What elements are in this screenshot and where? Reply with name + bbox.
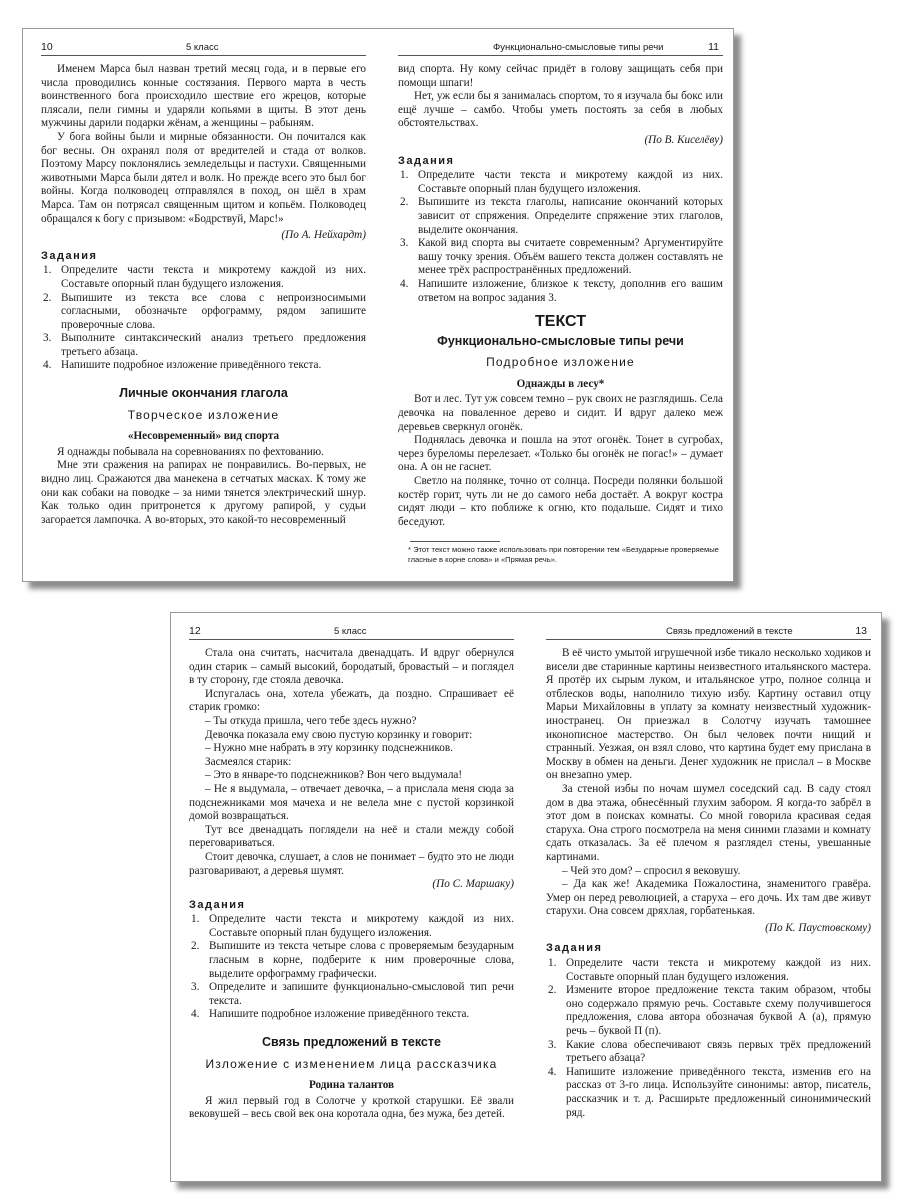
big-section-title: ТЕКСТ <box>535 313 586 331</box>
section-title: Функционально-смысловые типы речи <box>437 333 684 348</box>
paragraph: Именем Марса был назван третий месяц года, и в первые его числа проводились конные состязания. Первого марта в честь воинственного бога происходило шествие его жрецов, которые плясали, пели гимны и ударяли копьями в щиты. В этот день мужчины дарили подарки жёнам, а женщины – рабыням. <box>41 63 366 130</box>
task-item: 3. Выполните синтаксический анализ третьего предложения третьего абзаца. <box>43 332 366 358</box>
paragraph: Стоит девочка, слушает, а слов не понимает – будто это не люди разговаривают, а деревья шумят. <box>189 850 514 877</box>
source-attribution: (По В. Киселёву) <box>644 133 723 146</box>
paragraph: Я жил первый год в Солотче у кроткой старушки. Её звали вековушей – весь свой век она коротала одна, без мужа, без детей. <box>189 1094 514 1121</box>
header-title: Функционально-смысловые типы речи <box>493 42 664 53</box>
paragraph: Стала она считать, насчитала двенадцать. И вдруг обернулся один старик – самый высокий, бородатый, бровастый – и поглядел в ту сторону, где стояла девочка. <box>189 647 514 687</box>
paragraph: – Нужно мне набрать в эту корзинку подснежников. <box>205 742 453 755</box>
tasks-list <box>546 957 871 1120</box>
page-body <box>41 63 366 527</box>
running-header <box>398 41 723 56</box>
source-attribution: (По А. Нейхардт) <box>281 229 366 242</box>
paragraph: Поднялась девочка и пошла на этот огонёк. Тонет в сугробах, через буреломы перелезает. «Только бы огонёк не погас!» – думает она. А он не гаснет. <box>398 434 723 474</box>
task-item: 2. Выпишите из текста глаголы, написание окончаний которых зависит от спряжения. Определите спряжение этих глаголов, выделите окончания. <box>400 196 723 236</box>
page-body <box>546 647 871 1120</box>
task-item: 4. Напишите изложение приведённого текста, изменив его на рассказ от 3-го лица. Используйте синонимы: автор, писатель, рассказчик и т. д. Расширьте предложенный синонимический ряд. <box>548 1065 871 1119</box>
paragraph: – Да как же! Академика Пожалостина, знаменитого гравёра. Умер он перед революцией, а старуха – его дочь. Их там две живут старухи. Она совсем дряхлая, горбатенькая. <box>546 878 871 918</box>
tasks-heading: Задания <box>189 898 246 911</box>
task-item: 3. Какой вид спорта вы считаете современным? Аргументируйте вашу точку зрения. Объём вашего текста должен составлять не менее трёх распространённых предложений. <box>400 237 723 277</box>
page-number: 13 <box>855 625 867 637</box>
section-title: Личные окончания глагола <box>119 386 288 401</box>
subsection-title: Творческое изложение <box>127 407 280 422</box>
paragraph: У бога войны были и мирные обязанности. Он почитался как бог весны. Он охранял поля от вредителей и стада от волков. Поэтому Марсу поклонялись земледельцы и пастухи. Священными животными Марса были дятел и волк. Но прежде всего это был бог войны. Когда полководец отправлялся в поход, он шёл в храм Марса. Там он потрясал священным щитом и копьём. Полководец обращался к богу с призывом: «Бодрствуй, Марс!» <box>41 130 366 225</box>
tasks-heading: Задания <box>546 942 603 955</box>
text-title: «Несовременный» вид спорта <box>127 430 280 443</box>
paragraph: – Чей это дом? – спросил я вековушу. <box>562 864 741 877</box>
task-item: 1. Определите части текста и микротему каждой из них. Составьте опорный план будущего изложения. <box>43 264 366 290</box>
paragraph: Тут все двенадцать поглядели на неё и стали между собой переговариваться. <box>189 823 514 850</box>
task-item: 4. Напишите подробное изложение приведённого текста. <box>43 359 322 372</box>
page-number: 12 <box>189 625 201 637</box>
paragraph: За стеной избы по ночам шумел соседский сад. В саду стоял дом в два этажа, обнесённый глухим забором. Я когда-то забрёл в этот дом в поисках комнаты. Со мной говорила красивая седая старуха. Она строго посмотрела на меня синими глазами и комнату сдать отказалась. За её плечом я разглядел стены, увешанные картинами. <box>546 782 871 863</box>
page-body <box>189 647 514 1122</box>
page-12 <box>189 613 514 1181</box>
paragraph: Мне эти сражения на рапирах не понравились. Во-первых, не видно лиц. Сражаются два манекена в сетчатых масках. К тому же они как собаки на поводке – за ними тянется электрический шнур. Как только один притронется к другому рапирой, у судьи загорается лампочка. А во-вторых, это какой-то несовременный <box>41 459 366 526</box>
paragraph: – Это в январе-то подснежников? Вон чего выдумала! <box>205 769 463 782</box>
task-item: 2. Измените второе предложение текста таким образом, чтобы оно содержало прямую речь. Составьте схему получившегося предложения, слова автора обозначая буквой А (а), прямую речь – буквой П (п). <box>548 984 871 1038</box>
footnote-rule <box>410 541 500 542</box>
paragraph: Светло на полянке, точно от солнца. Посреди полянки большой костёр горит, чуть ли не до самого неба достаёт. А вокруг костра сидят люди – кто поближе к огню, кто подальше. Сидят и тихо беседуют. <box>398 475 723 528</box>
subsection-title: Изложение с изменением лица рассказчика <box>205 1056 498 1071</box>
book-spread-pages-10-11 <box>22 28 734 582</box>
text-title: Однажды в лесу* <box>516 377 605 390</box>
task-item: 1. Определите части текста и микротему каждой из них. Составьте опорный план будущего изложения. <box>400 169 723 195</box>
task-item: 2. Выпишите из текста четыре слова с проверяемым безударным гласным в корне, подберите к ним проверочные слова, выделите орфограмму графически. <box>191 940 514 980</box>
header-title: 5 класс <box>334 626 367 637</box>
task-item: 4. Напишите изложение, близкое к тексту, дополнив его вашим ответом на вопрос задания 3. <box>400 277 723 304</box>
book-spread-pages-12-13 <box>170 612 882 1182</box>
tasks-heading: Задания <box>398 154 455 167</box>
paragraph: Испугалась она, хотела убежать, да поздно. Спрашивает её старик громко: <box>189 687 514 714</box>
paragraph: В её чисто умытой игрушечной избе тикало несколько ходиков и висели две старинные картины неизвестного итальянского мастера. Я протёр их сырым луком, и итальянское утро, полное солнца и отблесков воды, наполнило тихую избу. Картину оставил отцу Марьи Михайловны в уплату за комнату неизвестный художник-иностранец. Он приезжал в Солотчу изучать тамошнее иконописное мастерство. Он был человек почти нищий и странный. Уезжая, он взял слово, что картина будет ему прислана в Москву в обмен на деньги. Денег художник не прислал – в Москве он внезапно умер. <box>546 647 871 782</box>
running-header <box>546 625 871 640</box>
paragraph: вид спорта. Ну кому сейчас придёт в голову защищать себя при помощи шпаги! <box>398 63 723 89</box>
header-title: Связь предложений в тексте <box>666 626 793 637</box>
header-title: 5 класс <box>186 42 219 53</box>
paragraph: Я однажды побывала на соревнованиях по фехтованию. <box>57 445 324 458</box>
page-number: 11 <box>708 41 719 53</box>
paragraph: Девочка показала ему свою пустую корзинку и говорит: <box>205 728 473 741</box>
paragraph: – Ты откуда пришла, чего тебе здесь нужно? <box>205 714 417 727</box>
running-header <box>41 41 366 56</box>
subsection-title: Подробное изложение <box>486 355 635 370</box>
page-11 <box>398 29 723 581</box>
tasks-list <box>189 913 514 1022</box>
source-attribution: (По С. Маршаку) <box>432 878 514 891</box>
task-item: 1. Определите части текста и микротему каждой из них. Составьте опорный план будущего изложения. <box>191 913 514 939</box>
tasks-list <box>398 169 723 305</box>
page-10 <box>41 29 366 581</box>
section-title: Связь предложений в тексте <box>262 1035 441 1050</box>
task-item: 3. Определите и запишите функционально-смысловой тип речи текста. <box>191 981 514 1007</box>
text-title: Родина талантов <box>308 1079 395 1092</box>
footnote: * Этот текст можно также использовать при повторении тем «Безударные проверяемые гласные в корне слова» и «Прямая речь». <box>408 545 719 565</box>
task-item: 1. Определите части текста и микротему каждой из них. Составьте опорный план будущего изложения. <box>548 957 871 983</box>
source-attribution: (По К. Паустовскому) <box>765 921 871 934</box>
tasks-list <box>41 264 366 373</box>
page-body <box>398 63 723 565</box>
page-13 <box>546 613 871 1181</box>
paragraph: Засмеялся старик: <box>205 755 292 768</box>
paragraph: Нет, уж если бы я занималась спортом, то я изучала бы бокс или ещё лучше – самбо. Чтобы уметь постоять за себя в любых обстоятельствах. <box>398 90 723 130</box>
task-item: 4. Напишите подробное изложение приведённого текста. <box>191 1008 470 1021</box>
paragraph: – Не я выдумала, – отвечает девочка, – а прислала меня сюда за подснежниками моя мачеха и не велела мне с пустой корзинкой домой возвращаться. <box>189 782 514 823</box>
page-number: 10 <box>41 41 53 53</box>
task-item: 2. Выпишите из текста все слова с непроизносимыми согласными, обозначьте орфограмму, рядом запишите проверочные слова. <box>43 291 366 331</box>
paragraph: Вот и лес. Тут уж совсем темно – рук своих не разглядишь. Села девочка на поваленное дерево и сидит. И вдруг далеко меж деревьев сверкнул огонёк. <box>398 393 723 433</box>
task-item: 3. Какие слова обеспечивают связь первых трёх предложений третьего абзаца? <box>548 1038 871 1065</box>
tasks-heading: Задания <box>41 249 98 262</box>
running-header <box>189 625 514 640</box>
